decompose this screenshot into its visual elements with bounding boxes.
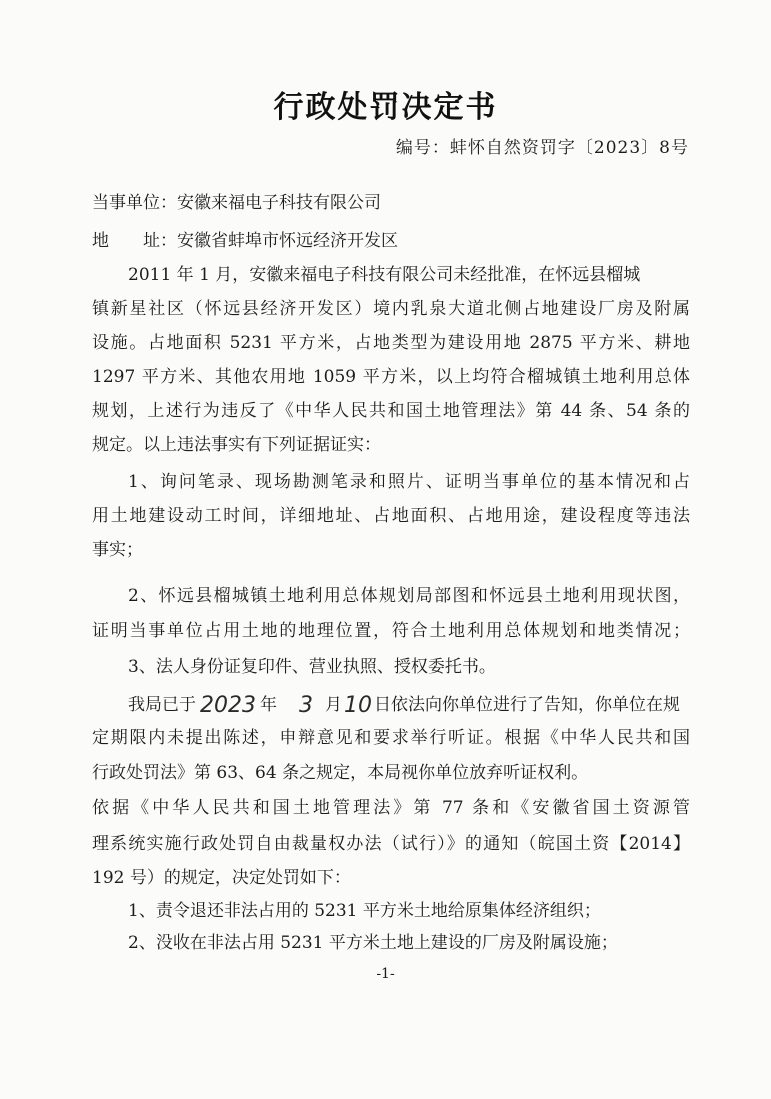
party-value: 安徽来福电子科技有限公司 [177, 193, 381, 213]
notice-line [128, 692, 680, 717]
address-line [92, 229, 398, 253]
address-value: 安徽省蚌埠市怀远经济开发区 [177, 231, 398, 251]
evidence-2-line: 2、怀远县榴城镇土地利用总体规划局部图和怀远县土地利用现状图， [128, 586, 690, 606]
handwritten-day: 10 [344, 693, 372, 718]
paragraph-1-line: 规划，上述行为违反了《中华人民共和国土地管理法》第 44 条、54 条的 [92, 401, 690, 421]
notice-text-b: 年 [260, 695, 277, 715]
page-number: -1- [376, 966, 395, 982]
address-label-2: 址： [143, 231, 177, 251]
paragraph-1-line: 1297 平方米、其他农用地 1059 平方米，以上均符合榴城镇土地利用总体 [92, 367, 690, 387]
basis-line: 依据《中华人民共和国土地管理法》第 77 条和《安徽省国土资源管 [92, 798, 690, 818]
notice-line: 定期限内未提出陈述，申辩意见和要求举行听证。根据《中华人民共和国 [92, 728, 690, 748]
evidence-3-line: 3、法人身份证复印件、营业执照、授权委托书。 [128, 657, 496, 677]
notice-text-a: 我局已于 [128, 695, 196, 715]
evidence-1-line: 用土地建设动工时间，详细地址、占地面积、占地用途，建设程度等违法 [92, 506, 690, 526]
document-number: 编号：蚌怀自然资罚字〔2023〕8号 [395, 138, 689, 158]
decision-1: 1、责令退还非法占用的 5231 平方米土地给原集体经济组织； [128, 901, 601, 921]
notice-line: 行政处罚法》第 63、64 条之规定，本局视你单位放弃听证权利。 [92, 763, 589, 783]
party-label: 当事单位： [92, 193, 177, 213]
basis-line: 192 号）的规定，决定处罚如下： [92, 868, 351, 888]
paragraph-1-line: 镇新星社区（怀远县经济开发区）境内乳泉大道北侧占地建设厂房及附属 [92, 299, 690, 319]
party-line [92, 191, 381, 215]
evidence-1-line: 1、询问笔录、现场勘测笔录和照片、证明当事单位的基本情况和占 [128, 472, 690, 492]
notice-text-d: 日依法向你单位进行了告知，你单位在规 [374, 695, 680, 715]
paragraph-1-line: 设施。占地面积 5231 平方米，占地类型为建设用地 2875 平方米、耕地 [92, 333, 690, 353]
basis-line: 理系统实施行政处罚自由裁量权办法（试行）》的通知（皖国土资【2014】 [92, 834, 690, 854]
evidence-1-line: 事实； [92, 540, 143, 560]
evidence-2-line: 证明当事单位占用土地的地理位置，符合土地利用总体规划和地类情况； [92, 621, 690, 641]
paragraph-1-line: 规定。以上违法事实有下列证据证实： [92, 435, 381, 455]
document-title: 行政处罚决定书 [273, 90, 498, 125]
notice-text-c: 月 [325, 695, 342, 715]
handwritten-month: 3 [299, 693, 313, 718]
handwritten-year: 2023 [200, 693, 256, 718]
address-label-1: 地 [92, 231, 109, 251]
paragraph-1-line: 2011 年 1 月，安徽来福电子科技有限公司未经批准，在怀远县榴城 [128, 265, 641, 285]
decision-2: 2、没收在非法占用 5231 平方米土地上建设的厂房及附属设施； [128, 933, 618, 953]
